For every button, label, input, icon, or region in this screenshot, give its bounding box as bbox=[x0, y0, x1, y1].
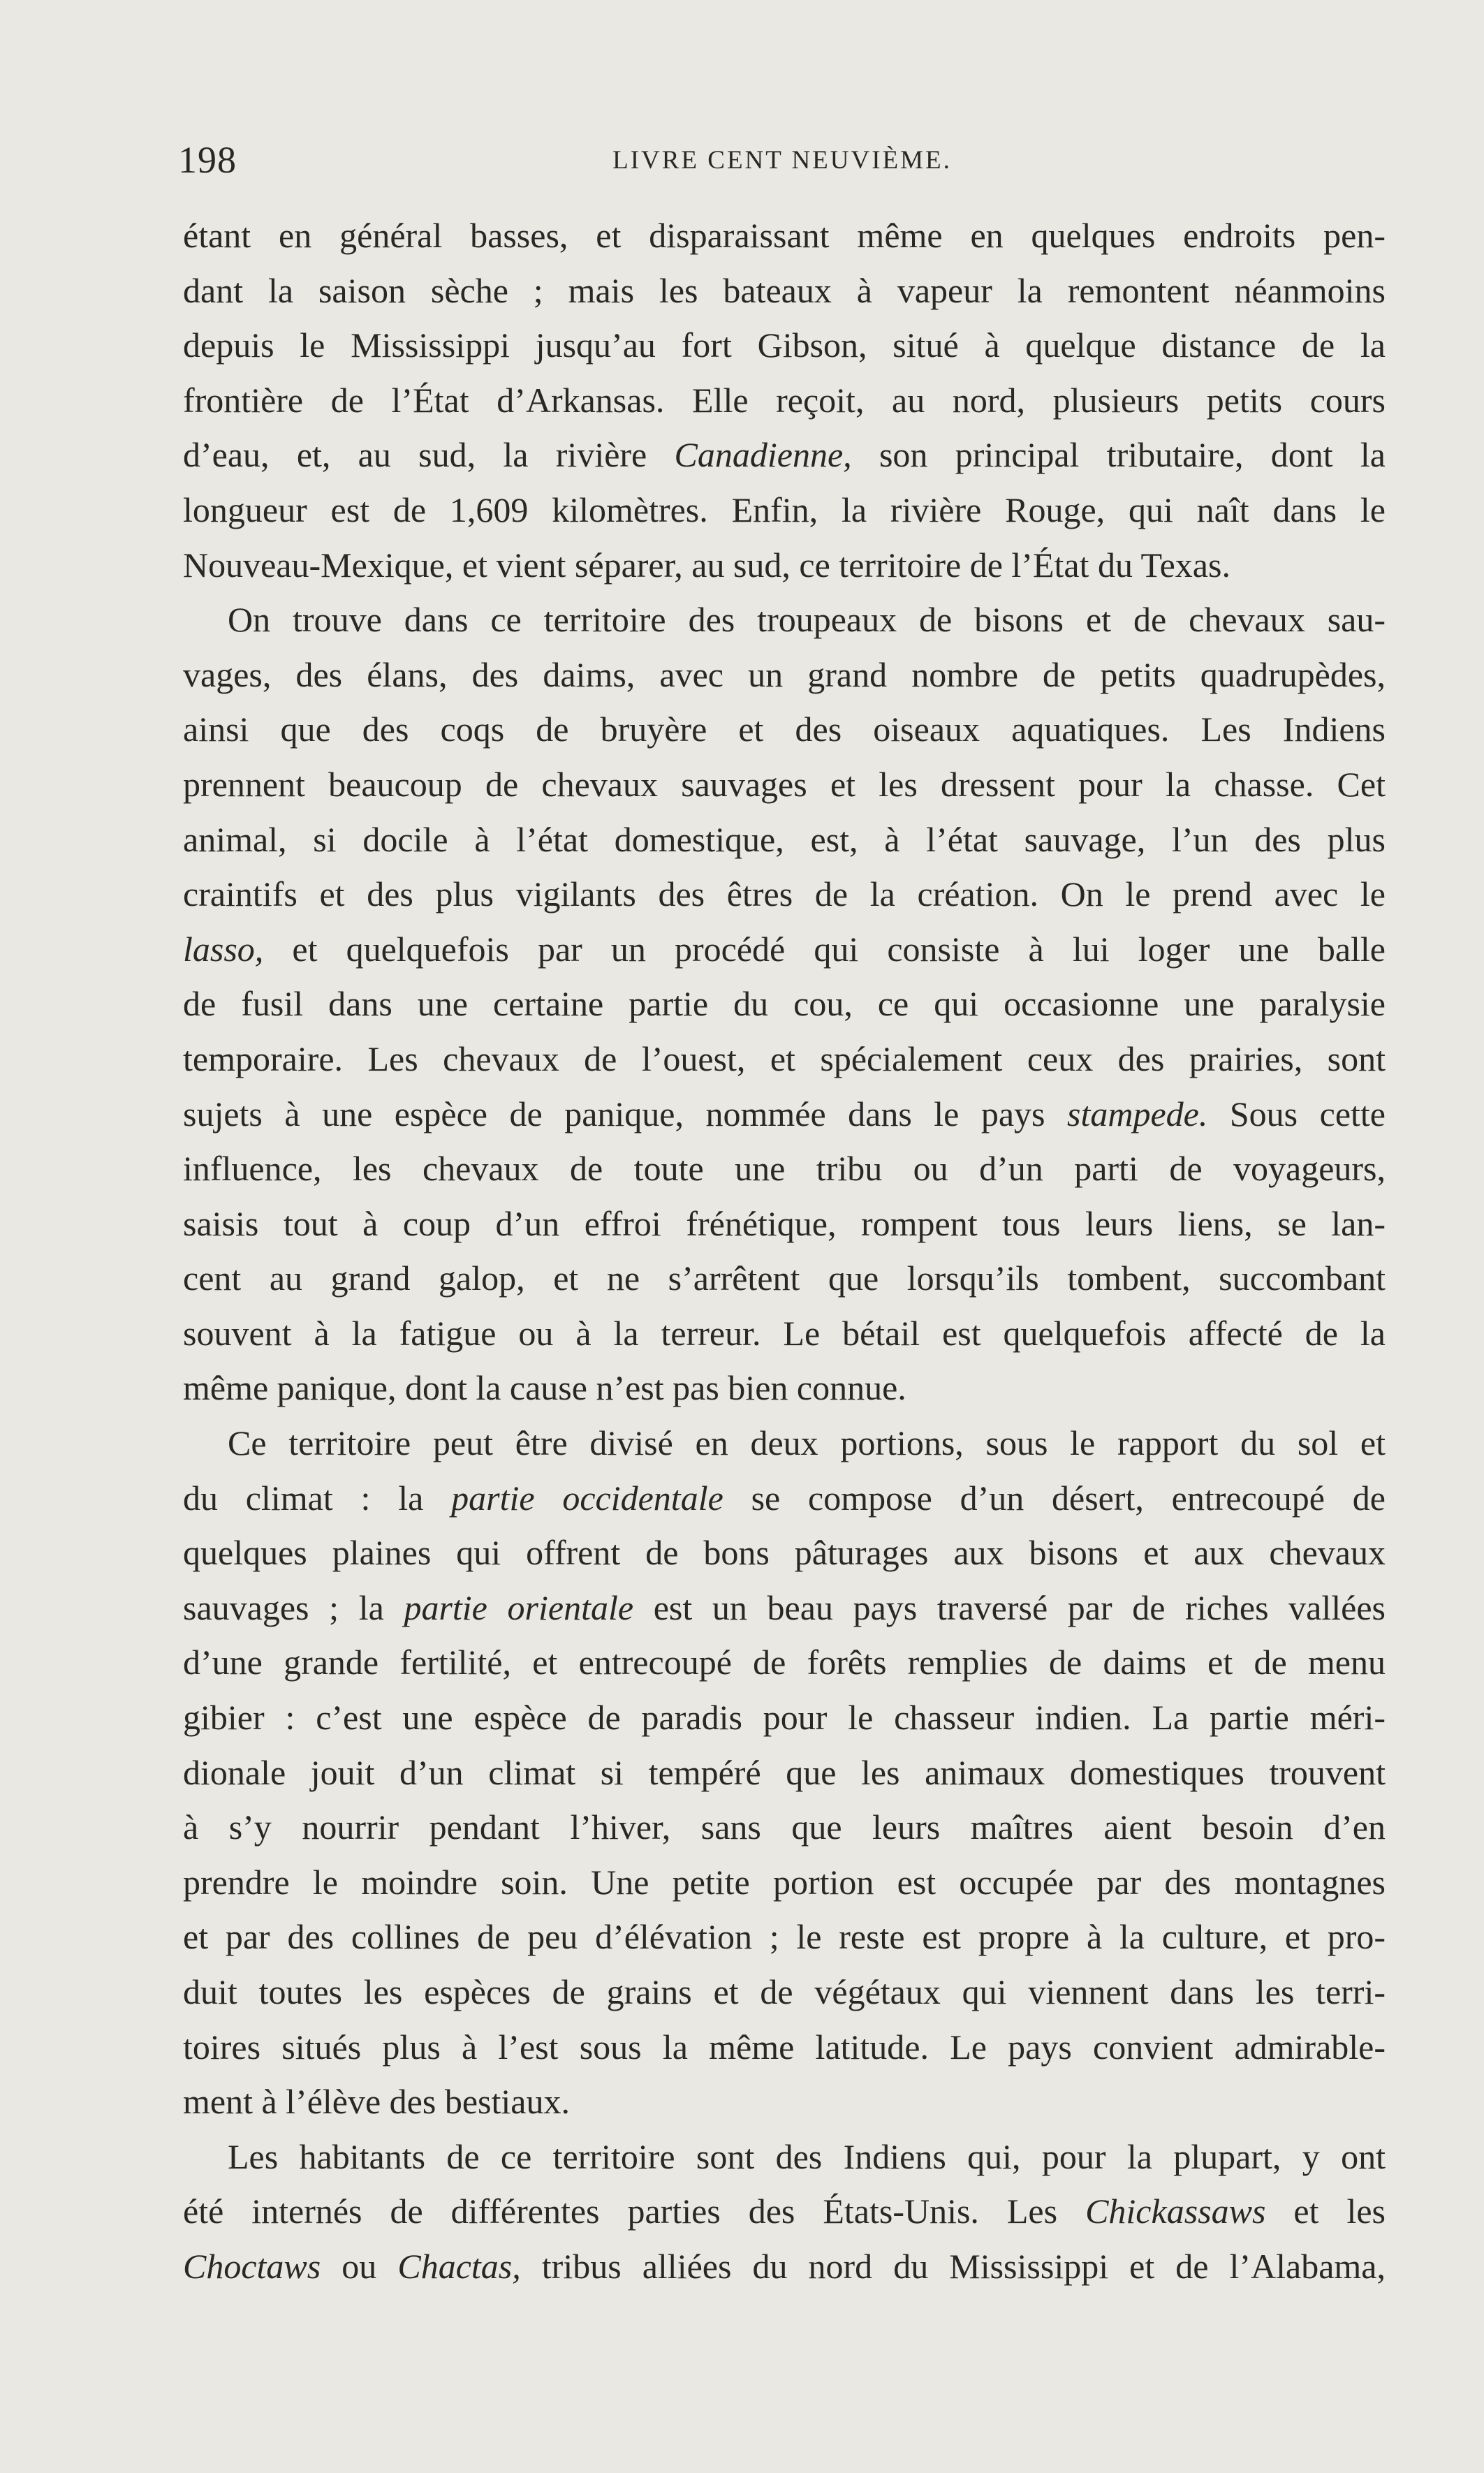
running-head bbox=[178, 138, 1386, 187]
italic-term: Chactas, bbox=[397, 2246, 521, 2286]
text-line bbox=[183, 2020, 1386, 2075]
italic-term: Choctaws bbox=[183, 2246, 321, 2286]
italic-term: Canadienne, bbox=[674, 435, 852, 475]
text-segment: gibier : c’est une espèce de paradis pour le chasseur indien. La partie méri- bbox=[183, 1698, 1386, 1738]
text-line bbox=[183, 1580, 1386, 1636]
text-line bbox=[183, 1909, 1386, 1965]
text-segment: ou bbox=[321, 2246, 398, 2286]
text-segment: toires situés plus à l’est sous la même latitude. Le pays convient admirable- bbox=[183, 2027, 1386, 2067]
text-segment: même panique, dont la cause n’est pas bien connue. bbox=[183, 1368, 906, 1408]
text-segment: temporaire. Les chevaux de l’ouest, et spécialement ceux des prairies, sont bbox=[183, 1039, 1386, 1078]
text-line bbox=[183, 2184, 1386, 2239]
text-segment: ment à l’élève des bestiaux. bbox=[183, 2082, 570, 2122]
text-segment: craintifs et des plus vigilants des êtres de la création. On le prend avec le bbox=[183, 874, 1386, 914]
text-segment: du climat : la bbox=[183, 1478, 452, 1518]
text-segment: d’une grande fertilité, et entrecoupé de forêts remplies de daims et de menu bbox=[183, 1643, 1386, 1682]
text-segment: Nouveau-Mexique, et vient séparer, au sud, ce territoire de l’État du Texas. bbox=[183, 545, 1230, 585]
text-line bbox=[183, 538, 1386, 593]
text-segment: est un beau pays traversé par de riches vallées bbox=[633, 1587, 1386, 1627]
text-segment: Ce territoire peut être divisé en deux portions, sous le rapport du sol et bbox=[228, 1423, 1386, 1463]
text-line bbox=[183, 976, 1386, 1032]
text-line bbox=[183, 1306, 1386, 1361]
text-segment: dionale jouit d’un climat si tempéré que les animaux domestiques trouvent bbox=[183, 1752, 1386, 1792]
text-segment: sujets à une espèce de panique, nommée dans le pays bbox=[183, 1094, 1068, 1133]
text-segment: à s’y nourrir pendant l’hiver, sans que leurs maîtres aient besoin d’en bbox=[183, 1807, 1386, 1847]
text-line bbox=[183, 1690, 1386, 1745]
text-segment: se compose d’un désert, entrecoupé de bbox=[723, 1478, 1386, 1518]
text-line bbox=[183, 1087, 1386, 1142]
text-line bbox=[183, 318, 1386, 373]
text-segment: prennent beaucoup de chevaux sauvages et les dressent pour la chasse. Cet bbox=[183, 764, 1386, 804]
text-segment: tribus alliées du nord du Mississippi et de l’Alabama, bbox=[520, 2246, 1386, 2286]
text-segment: Sous cette bbox=[1207, 1094, 1386, 1133]
text-segment: quelques plaines qui offrent de bons pâturages aux bisons et aux chevaux bbox=[183, 1533, 1386, 1573]
body-text bbox=[183, 208, 1386, 2294]
text-line bbox=[183, 2239, 1386, 2294]
text-segment: son principal tributaire, dont la bbox=[851, 435, 1386, 475]
text-line bbox=[183, 1196, 1386, 1252]
text-segment: depuis le Mississippi jusqu’au fort Gibson, situé à quelque distance de la bbox=[183, 325, 1386, 365]
text-line bbox=[183, 1525, 1386, 1580]
text-line bbox=[183, 1635, 1386, 1690]
text-segment: souvent à la fatigue ou à la terreur. Le bétail est quelquefois affecté de la bbox=[183, 1313, 1386, 1353]
text-segment: longueur est de 1,609 kilomètres. Enfin, la rivière Rouge, qui naît dans le bbox=[183, 490, 1386, 529]
text-segment: cent au grand galop, et ne s’arrêtent que lorsqu’ils tombent, succombant bbox=[183, 1258, 1386, 1298]
text-line bbox=[183, 483, 1386, 538]
text-line bbox=[183, 922, 1386, 977]
italic-term: stampede. bbox=[1067, 1094, 1208, 1133]
text-line bbox=[183, 208, 1386, 263]
italic-term: lasso, bbox=[183, 929, 264, 969]
book-title: LIVRE CENT NEUVIÈME. bbox=[612, 146, 952, 175]
text-segment: Les habitants de ce territoire sont des Indiens qui, pour la plupart, y ont bbox=[228, 2136, 1386, 2176]
text-line bbox=[183, 2074, 1386, 2129]
text-segment: de fusil dans une certaine partie du cou, ce qui occasionne une paralysie bbox=[183, 984, 1386, 1024]
text-line bbox=[183, 1965, 1386, 2020]
text-line bbox=[183, 1251, 1386, 1306]
text-segment: frontière de l’État d’Arkansas. Elle reçoit, au nord, plusieurs petits cours bbox=[183, 380, 1386, 420]
text-segment: duit toutes les espèces de grains et de végétaux qui viennent dans les terri- bbox=[183, 1972, 1386, 2011]
text-line bbox=[183, 812, 1386, 867]
text-segment: d’eau, et, au sud, la rivière bbox=[183, 435, 675, 475]
text-line bbox=[183, 1800, 1386, 1855]
text-line bbox=[183, 263, 1386, 318]
text-segment: été internés de différentes parties des États-Unis. Les bbox=[183, 2192, 1086, 2231]
text-line bbox=[183, 1471, 1386, 1526]
text-line bbox=[183, 757, 1386, 812]
text-segment: animal, si docile à l’état domestique, est, à l’état sauvage, l’un des plus bbox=[183, 819, 1386, 859]
text-segment: vages, des élans, des daims, avec un grand nombre de petits quadrupèdes, bbox=[183, 654, 1386, 694]
text-line bbox=[183, 427, 1386, 483]
italic-term: partie occidentale bbox=[451, 1478, 723, 1518]
text-segment: et quelquefois par un procédé qui consiste à lui loger une balle bbox=[263, 929, 1386, 969]
text-segment: et par des collines de peu d’élévation ; le reste est propre à la culture, et pro- bbox=[183, 1917, 1386, 1957]
text-segment: On trouve dans ce territoire des troupeaux de bisons et de chevaux sau- bbox=[228, 600, 1386, 640]
text-line bbox=[183, 867, 1386, 922]
text-segment: ainsi que des coqs de bruyère et des oiseaux aquatiques. Les Indiens bbox=[183, 710, 1386, 749]
text-line bbox=[183, 647, 1386, 703]
text-line bbox=[183, 702, 1386, 757]
italic-term: partie orientale bbox=[404, 1587, 634, 1627]
text-segment: saisis tout à coup d’un effroi frénétique, rompent tous leurs liens, se lan- bbox=[183, 1203, 1386, 1243]
text-line bbox=[183, 592, 1386, 647]
text-segment: étant en général basses, et disparaissant même en quelques endroits pen- bbox=[183, 216, 1386, 255]
text-line bbox=[183, 1141, 1386, 1196]
text-segment: prendre le moindre soin. Une petite portion est occupée par des montagnes bbox=[183, 1862, 1386, 1902]
text-segment: influence, les chevaux de toute une tribu ou d’un parti de voyageurs, bbox=[183, 1149, 1386, 1189]
text-line bbox=[183, 1855, 1386, 1910]
page-number: 198 bbox=[178, 139, 237, 181]
text-line bbox=[183, 1360, 1386, 1416]
text-segment: sauvages ; la bbox=[183, 1587, 404, 1627]
italic-term: Chickassaws bbox=[1085, 2192, 1266, 2231]
text-line bbox=[183, 1416, 1386, 1471]
text-segment: et les bbox=[1265, 2192, 1386, 2231]
text-line bbox=[183, 373, 1386, 428]
text-line bbox=[183, 2129, 1386, 2185]
text-line bbox=[183, 1745, 1386, 1800]
text-segment: dant la saison sèche ; mais les bateaux à vapeur la remontent néanmoins bbox=[183, 270, 1386, 310]
text-line bbox=[183, 1032, 1386, 1087]
